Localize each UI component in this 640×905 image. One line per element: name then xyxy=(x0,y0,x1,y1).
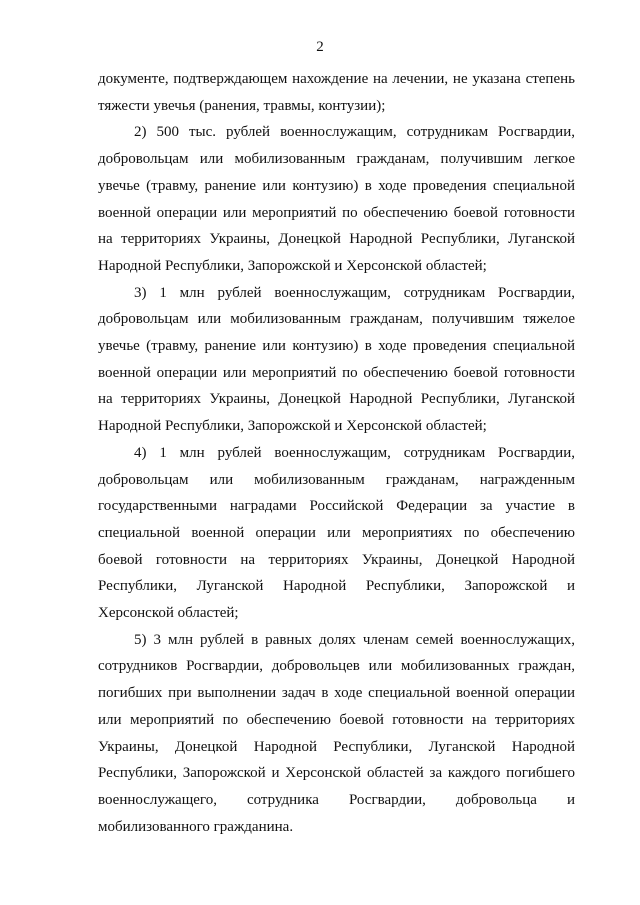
paragraph-item-5: 5) 3 млн рублей в равных долях членам семей военнослужащих, сотрудников Росгвардии, добровольцев или мобилизованных граждан, погибших при выполнении задач в ходе специальной военной операции или мероприятий по обеспечению боевой готовности на территориях Украины, Донецкой Народной Республики, Луганской Народной Республики, Запорожской и Херсонской областей за каждого погибшего военнослужащего, сотрудника Росгвардии, добровольца и мобилизованного гражданина. xyxy=(98,631,575,835)
paragraph-item-4: 4) 1 млн рублей военнослужащим, сотрудникам Росгвардии, добровольцам или мобилизованным гражданам, награжденным государственными наградами Российской Федерации за участие в специальной военной операции или мероприятиях по обеспечению боевой готовности на территориях Украины, Донецкой Народной Республики, Луганской Народной Республики, Запорожской и Херсонской областей; xyxy=(98,444,575,622)
paragraph-item-3: 3) 1 млн рублей военнослужащим, сотрудникам Росгвардии, добровольцам или мобилизованным гражданам, получившим тяжелое увечье (травму, ранение или контузию) в ходе проведения специальной военной операции или мероприятий по обеспечению боевой готовности на территориях Украины, Донецкой Народной Республики, Луганской Народной Республики, Запорожской и Херсонской областей; xyxy=(98,284,575,435)
paragraph-item-2: 2) 500 тыс. рублей военнослужащим, сотрудникам Росгвардии, добровольцам или мобилизованным гражданам, получившим легкое увечье (травму, ранение или контузию) в ходе проведения специальной военной операции или мероприятий по обеспечению боевой готовности на территориях Украины, Донецкой Народной Республики, Луганской Народной Республики, Запорожской и Херсонской областей; xyxy=(98,124,575,274)
page-number: 2 xyxy=(316,39,324,55)
paragraph-continuation: документе, подтверждающем нахождение на лечении, не указана степень тяжести увечья (ранения, травмы, контузии); xyxy=(98,71,575,114)
document-body xyxy=(98,66,575,840)
